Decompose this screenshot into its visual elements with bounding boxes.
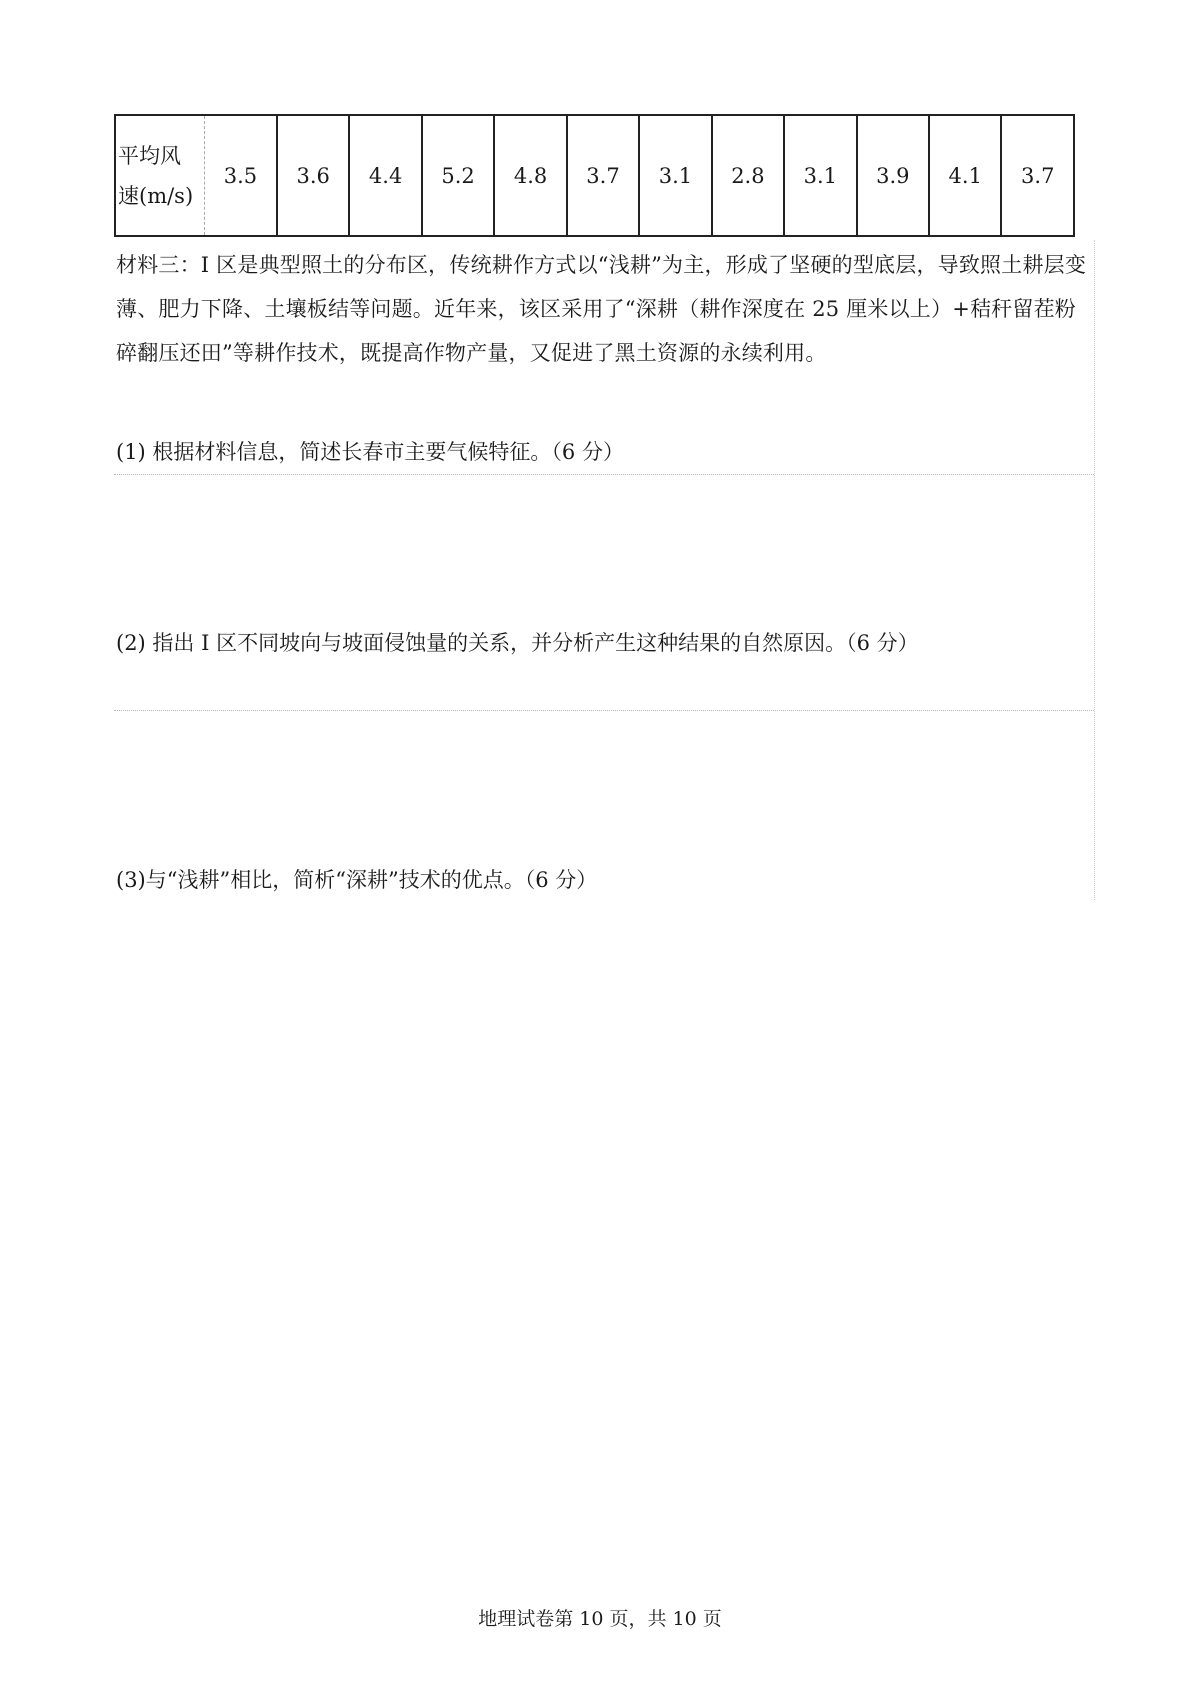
question-text: 根据材料信息，简述长春市主要气候特征。（6 分） [145, 440, 624, 464]
row-label [115, 115, 205, 236]
dotted-guide-line [114, 474, 1094, 475]
wind-value-cell: 3.1 [784, 115, 856, 236]
question-number: (3) [116, 868, 146, 892]
wind-value-cell: 2.8 [712, 115, 784, 236]
question-number: (2) [116, 631, 146, 655]
wind-value-cell: 3.9 [857, 115, 929, 236]
wind-value-cell: 3.1 [639, 115, 711, 236]
wind-value-cell: 5.2 [422, 115, 494, 236]
row-label-line-1: 平均风 [118, 143, 181, 168]
wind-speed-table [114, 114, 1075, 237]
wind-value-cell: 3.7 [567, 115, 639, 236]
question-1 [116, 437, 624, 467]
page-footer: 地理试卷第 10 页，共 10 页 [478, 1608, 722, 1630]
dotted-guide-line [1094, 240, 1095, 900]
table-row [115, 115, 1074, 236]
question-2 [116, 628, 919, 658]
material-three-paragraph: 材料三：I 区是典型照土的分布区，传统耕作方式以“浅耕”为主，形成了坚硬的型底层，导致照土耕层变薄、肥力下降、土壤板结等问题。近年来，该区采用了“深耕（耕作深度在 25 厘米以上）+秸秆留茬粉碎翻压还田”等耕作技术，既提高作物产量，又促进了黑土资源的永续利用。 [116, 253, 1087, 365]
question-number: (1) [116, 440, 146, 464]
wind-value-cell: 4.1 [929, 115, 1001, 236]
wind-value-cell: 4.4 [349, 115, 421, 236]
row-label-line-2: 速(m/s) [118, 183, 194, 208]
wind-value-cell: 3.5 [205, 115, 277, 236]
question-3 [116, 865, 597, 895]
wind-value-cell: 3.6 [277, 115, 349, 236]
question-text: 指出 I 区不同坡向与坡面侵蚀量的关系，并分析产生这种结果的自然原因。（6 分） [145, 631, 919, 655]
question-text: 与“浅耕”相比，简析“深耕”技术的优点。（6 分） [145, 868, 598, 892]
dotted-guide-line [114, 710, 1094, 711]
wind-value-cell: 4.8 [494, 115, 566, 236]
wind-value-cell: 3.7 [1001, 115, 1074, 236]
